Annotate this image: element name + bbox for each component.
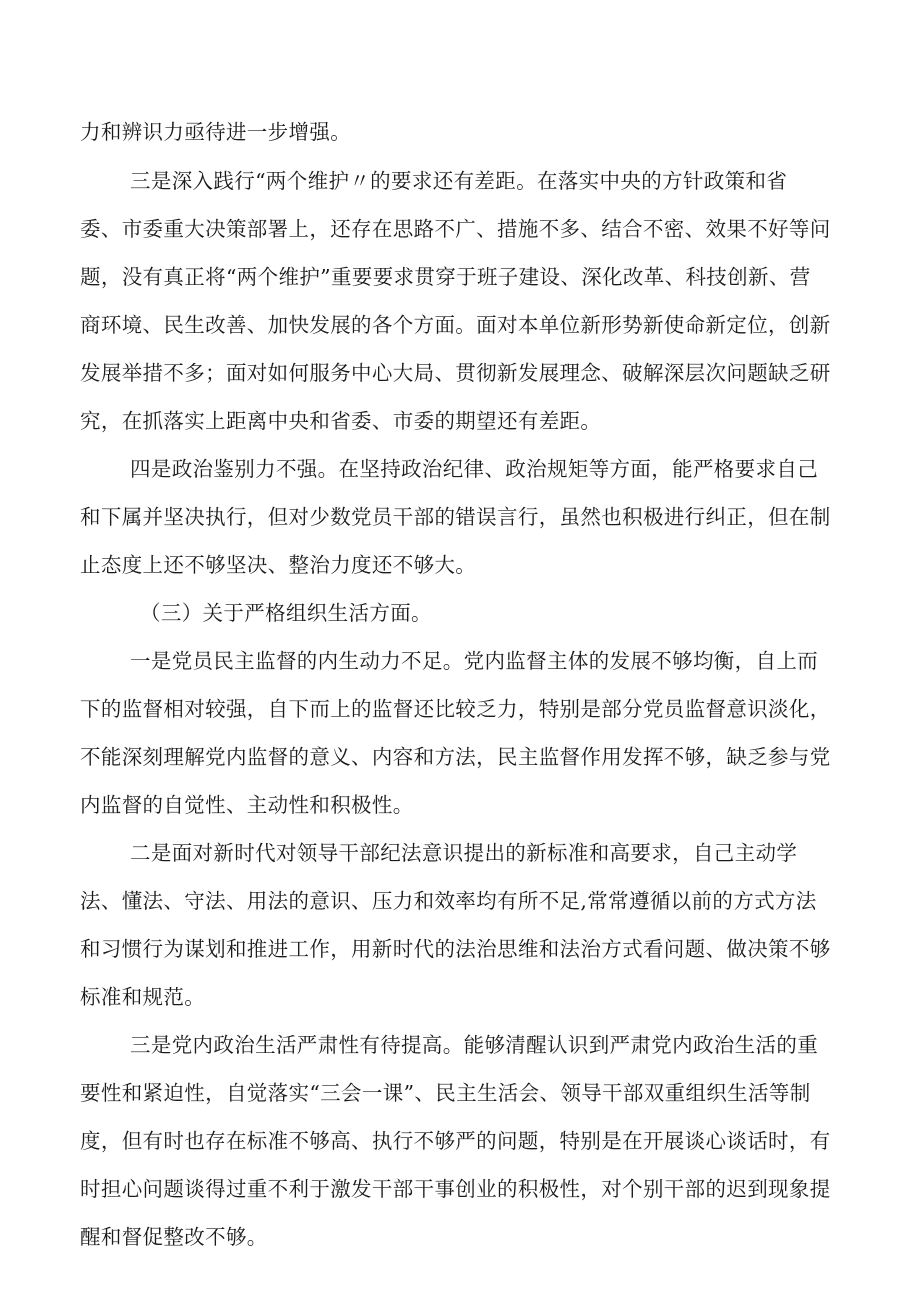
paragraph-line: 标准和规范。 xyxy=(80,985,206,1009)
paragraph-line: 力和辨识力亟待进一步增强。 xyxy=(80,120,352,144)
paragraph-line: 一是党员民主监督的内生动力不足。党内监督主体的发展不够均衡，自上而 xyxy=(130,649,819,673)
paragraph-line: 止态度上还不够坚决、整治力度还不够大。 xyxy=(80,553,477,577)
paragraph-line: 三是党内政治生活严肃性有待提高。能够清醒认识到严肃党内政治生活的重 xyxy=(130,1033,819,1057)
paragraph-line: 和下属并坚决执行，但对少数党员干部的错误言行，虽然也积极进行纠正，但在制 xyxy=(80,505,831,529)
paragraph-line: 二是面对新时代对领导干部纪法意识提出的新标准和高要求，自己主动学 xyxy=(130,841,798,865)
paragraph-line: 究，在抓落实上距离中央和省委、市委的期望还有差距。 xyxy=(80,409,602,433)
paragraph-line: 醒和督促整改不够。 xyxy=(80,1225,268,1249)
paragraph-line: 题，没有真正将“两个维护”重要要求贯穿于班子建设、深化改革、科技创新、营 xyxy=(80,265,811,289)
paragraph-line: 要性和紧迫性，自觉落实“三会一课”、民主生活会、领导干部双重组织生活等制 xyxy=(80,1081,811,1105)
paragraph-line: 法、懂法、守法、用法的意识、压力和效率均有所不足,常常遵循以前的方式方法 xyxy=(80,889,817,913)
paragraph-line: 商环境、民生改善、加快发展的各个方面。面对本单位新形势新使命新定位，创新 xyxy=(80,313,831,337)
paragraph-line: 下的监督相对较强，自下而上的监督还比较乏力，特别是部分党员监督意识淡化， xyxy=(80,697,831,721)
paragraph-line: 四是政治鉴别力不强。在坚持政治纪律、政治规矩等方面，能严格要求自己 xyxy=(130,457,819,481)
paragraph-line: 度，但有时也存在标准不够高、执行不够严的问题，特别是在开展谈心谈话时，有 xyxy=(80,1129,831,1153)
paragraph-line: 发展举措不多；面对如何服务中心大局、贯彻新发展理念、破解深层次问题缺乏研 xyxy=(80,361,831,385)
paragraph-line: 三是深入践行“两个维护〃的要求还有差距。在落实中央的方针政策和省 xyxy=(130,169,788,193)
paragraph-line: 时担心问题谈得过重不利于激发干部干事创业的积极性，对个别干部的迟到现象提 xyxy=(80,1177,831,1201)
paragraph-line: 不能深刻理解党内监督的意义、内容和方法，民主监督作用发挥不够，缺乏参与党 xyxy=(80,745,831,769)
paragraph-line: 内监督的自觉性、主动性和积极性。 xyxy=(80,793,414,817)
section-heading: （三）关于严格组织生活方面。 xyxy=(140,601,432,625)
paragraph-line: 委、市委重大决策部署上，还存在思路不广、措施不多、结合不密、效果不好等问 xyxy=(80,217,831,241)
paragraph-line: 和习惯行为谋划和推进工作，用新时代的法治思维和法治方式看问题、做决策不够 xyxy=(80,937,831,961)
